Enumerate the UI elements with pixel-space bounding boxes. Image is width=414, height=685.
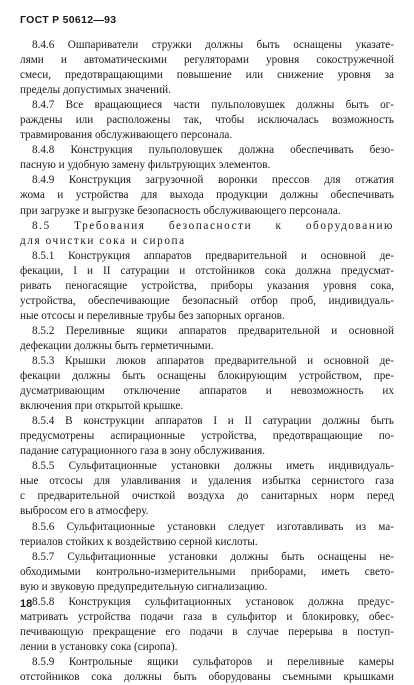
section-heading-line: для очистки сока и сиропа <box>20 234 186 247</box>
text-line: 8.5.4 В конструкции аппаратов I и II сатурации должны быть <box>32 415 394 428</box>
text-line: 8.5.3 Крышки люков аппаратов предварительной и основной де- <box>32 354 394 367</box>
text-line: печивающую прекращение его подачи в случае перерыва в поступ- <box>20 625 394 638</box>
text-line: 8.5.7 Сульфитационные установки должны быть оснащены не- <box>32 550 394 563</box>
document-body <box>20 38 394 685</box>
text-line: обходимыми контрольно-измерительными приборами, иметь свето- <box>20 565 394 578</box>
text-line: фекации, I и II сатурации и отстойников сока должна предусмат- <box>20 264 394 277</box>
text-line: фекации должны быть оснащены блокирующим устройством, пре- <box>20 370 394 383</box>
text-line: ривать пеногасящие устройства, приборы указания уровня сока, <box>20 279 394 292</box>
text-line: лями и автоматическими регуляторами уровня сокостружечной <box>20 54 394 67</box>
text-line: с предварительной очисткой воздуха до санитарных норм перед <box>20 490 394 503</box>
text-line: падание сатурационного газа в зону обслуживания. <box>20 445 266 458</box>
text-line: вую и звуковую предупредительную сигнализацию. <box>20 580 268 593</box>
text-line: выбросом его в атмосферу. <box>20 505 149 518</box>
text-line: жома и устройства для выхода продукции должны обеспечивать <box>20 189 394 202</box>
text-line: травмирования обслуживающего персонала. <box>20 129 233 142</box>
text-line: 8.4.9 Конструкция загрузочной воронки прессов для отжатия <box>32 174 394 187</box>
text-line: дусматривающим отключение аппаратов и невозможность их <box>20 385 394 398</box>
text-line: ные отсосы для улавливания и удаления избытка сернистого газа <box>20 475 394 488</box>
text-line: 8.5.8 Конструкция сульфитационных установок должна предус- <box>32 595 394 608</box>
text-line: дефекации должны быть герметичными. <box>20 339 214 352</box>
text-line: ные отсосы и переливные трубы без запорных органов. <box>20 309 285 322</box>
text-line: матривать устройства подачи газа в сульфитор и блокировку, обес- <box>20 610 394 623</box>
text-line: включения при открытой крышке. <box>20 400 184 413</box>
text-line: смеси, предотвращающими повышение или снижение уровня за <box>20 69 394 82</box>
text-line: 8.5.2 Переливные ящики аппаратов предварительной и основной <box>32 324 394 337</box>
text-line: устройства, обеспечивающие безопасный отбор проб, индивидуаль- <box>20 294 394 307</box>
text-line: 8.4.8 Конструкция пульполовушек должна обеспечивать безо- <box>32 144 394 157</box>
text-line: териалов стойких к воздействию серной кислоты. <box>20 535 258 548</box>
text-line: 8.4.7 Все вращающиеся части пульполовушек должны быть ог- <box>32 99 394 112</box>
text-line: лении в установку сока (сиропа). <box>20 640 178 653</box>
text-line: 8.5.5 Сульфитационные установки должны иметь индивидуаль- <box>32 460 394 473</box>
standard-header: ГОСТ Р 50612—93 <box>20 14 117 26</box>
text-line: 8.4.6 Ошпариватели стружки должны быть оснащены указате- <box>32 39 394 51</box>
text-line: предусмотрены аспирационные устройства, предотвращающие по- <box>20 430 394 443</box>
text-line: отстойников сока должны быть оборудованы съемными крышками <box>20 670 394 683</box>
text-line: пасную и удобную замену фильтрующих элементов. <box>20 159 271 172</box>
section-heading-line: 8.5 Требования безопасности к оборудованию <box>32 219 394 232</box>
text-line: 8.5.1 Конструкция аппаратов предварительной и основной де- <box>32 249 394 262</box>
text-line: 8.5.6 Сульфитационные установки следует изготавливать из ма- <box>32 520 394 533</box>
text-line: 8.5.9 Контрольные ящики сульфаторов и переливные камеры <box>32 655 394 668</box>
text-line: при загрузке и выгрузке безопасность обслуживающего персонала. <box>20 204 341 217</box>
text-line: пределы допустимых значений. <box>20 84 171 97</box>
page-number: 18 <box>20 598 33 610</box>
text-line: раждены или расположены так, чтобы исключалась возможность <box>20 114 394 127</box>
